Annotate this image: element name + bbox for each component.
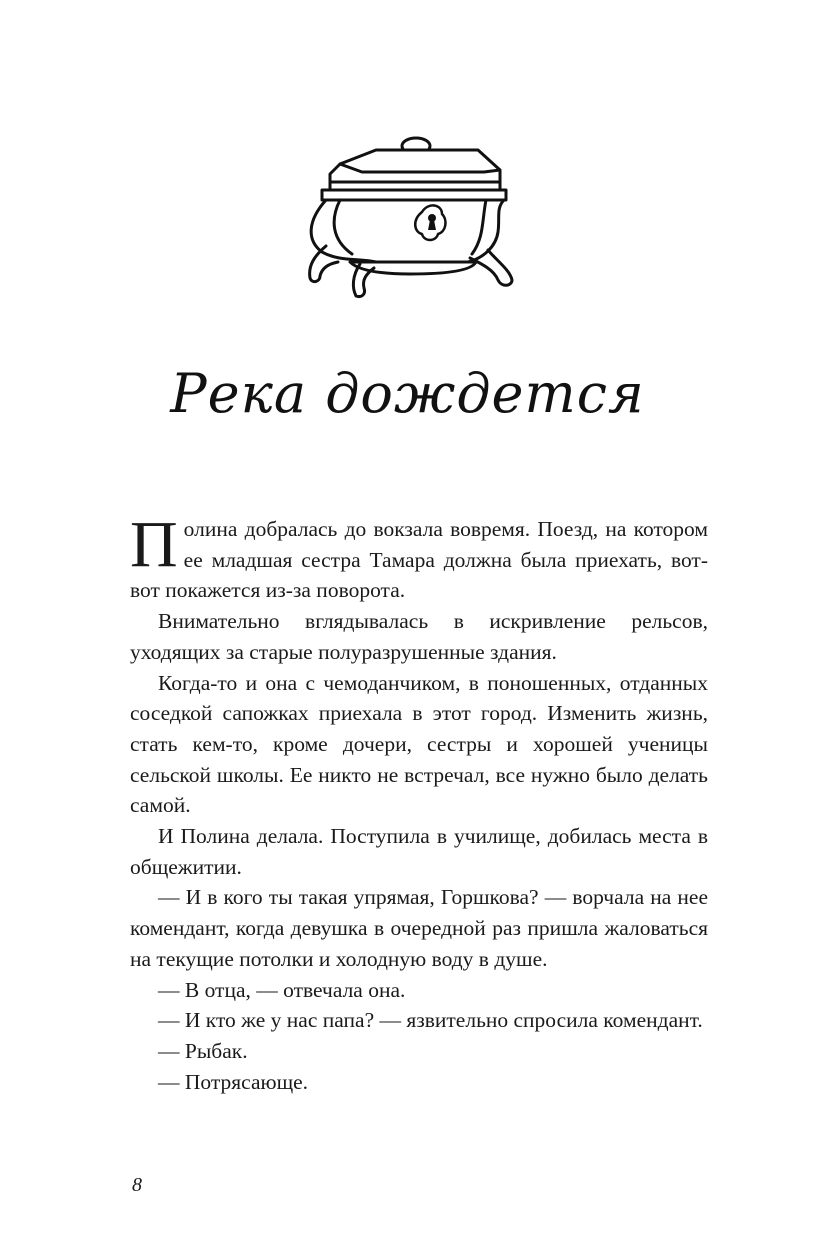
- paragraph: Внимательно вглядывалась в искривление рельсов, уходящих за старые полуразрушенные здания.: [130, 609, 708, 664]
- chapter-title: Река дождется: [170, 362, 645, 425]
- dialogue-line: — В отца, — отвечала она.: [158, 977, 406, 1002]
- jewelry-box-icon: [300, 128, 516, 300]
- paragraph: Когда-то и она с чемоданчиком, в поношенных, отданных соседкой сапожках приехала в этот город. Изменить жизнь, стать кем-то, кроме дочери, сестры и хорошей ученицы сельской школы. Ее никто не встречал, все нужно было делать самой.: [130, 670, 708, 818]
- paragraph: И Полина делала. Поступила в училище, добилась места в общежитии.: [130, 824, 708, 879]
- drop-cap: П: [130, 508, 178, 581]
- page-number: 8: [132, 1174, 142, 1196]
- body-text: [130, 508, 708, 1097]
- dialogue-line: — И в кого ты такая упрямая, Горшкова? — ворчала на нее комендант, когда девушка в очередной раз пришла жаловаться на текущие потолки и холодную воду в душе.: [130, 885, 708, 971]
- paragraph-1-text: олина добралась до вокзала вовремя. Поезд, на котором ее младшая сестра Тамара должна была приехать, вот-вот покажется из-за поворота.: [130, 517, 708, 603]
- paragraph-1: [130, 508, 708, 606]
- dialogue-line: — И кто же у нас папа? — язвительно спросила комендант.: [158, 1008, 703, 1033]
- dialogue-line: — Потрясающе.: [158, 1069, 309, 1094]
- dialogue-line: — Рыбак.: [158, 1038, 248, 1063]
